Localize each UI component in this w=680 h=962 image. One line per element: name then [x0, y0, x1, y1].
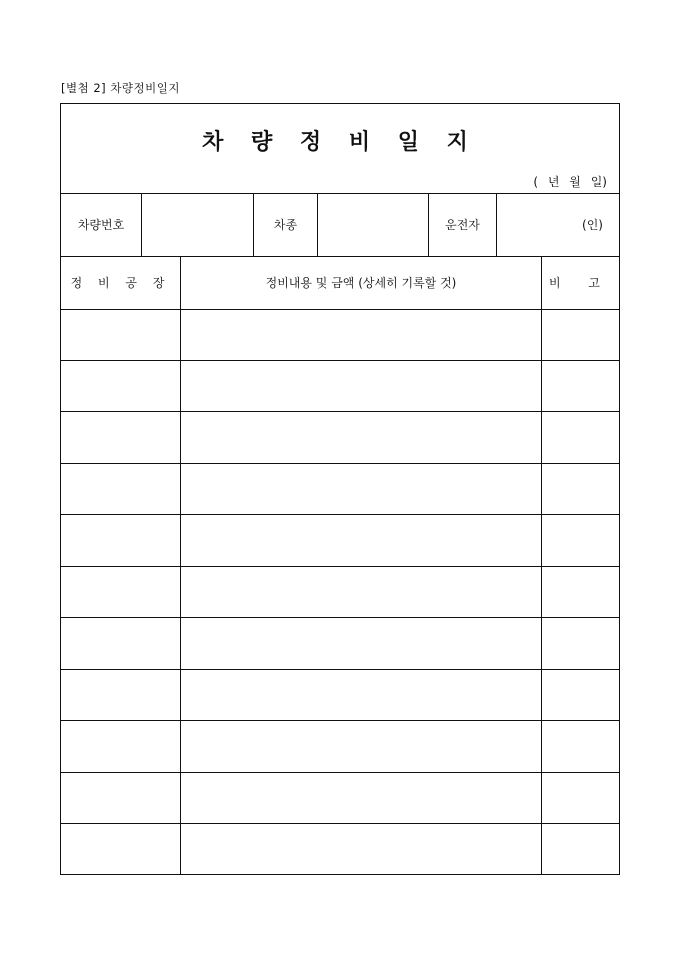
date-line[interactable]: ( 년 월 일): [533, 175, 607, 189]
table-row: [61, 464, 619, 516]
remarks-cell[interactable]: [542, 721, 619, 772]
driver-label: 운전자: [445, 218, 480, 232]
maintenance-log-table: [61, 256, 619, 874]
table-header-row: [61, 256, 619, 310]
details-cell[interactable]: [181, 515, 541, 566]
plate-label: 차량번호: [77, 218, 125, 232]
remarks-cell[interactable]: [542, 567, 619, 618]
driver-seal-field[interactable]: (인): [582, 218, 603, 232]
shop-cell[interactable]: [61, 721, 180, 772]
table-row: [61, 824, 619, 876]
remarks-cell[interactable]: [542, 412, 619, 463]
details-cell[interactable]: [181, 361, 541, 412]
model-field[interactable]: [318, 193, 428, 256]
table-row: [61, 618, 619, 670]
shop-cell[interactable]: [61, 824, 180, 876]
details-cell[interactable]: [181, 464, 541, 515]
shop-cell[interactable]: [61, 773, 180, 824]
remarks-cell[interactable]: [542, 464, 619, 515]
vehicle-info-row: [61, 193, 619, 257]
plate-field[interactable]: [142, 193, 253, 256]
form-title: 차 량 정 비 일 지: [202, 129, 478, 155]
title-block: [61, 104, 619, 194]
remarks-cell[interactable]: [542, 361, 619, 412]
attachment-label: [별첨 2] 차량정비일지: [61, 81, 180, 95]
column-header-remarks: 비 고: [549, 276, 612, 290]
shop-cell[interactable]: [61, 670, 180, 721]
table-row: [61, 361, 619, 413]
model-label: 차종: [273, 218, 298, 232]
shop-cell[interactable]: [61, 309, 180, 360]
table-row: [61, 773, 619, 825]
details-cell[interactable]: [181, 670, 541, 721]
shop-cell[interactable]: [61, 567, 180, 618]
details-cell[interactable]: [181, 773, 541, 824]
table-row: [61, 670, 619, 722]
shop-cell[interactable]: [61, 515, 180, 566]
table-row: [61, 721, 619, 773]
table-row: [61, 412, 619, 464]
maintenance-log-form: [60, 103, 620, 875]
remarks-cell[interactable]: [542, 309, 619, 360]
details-cell[interactable]: [181, 567, 541, 618]
column-header-shop: 정 비 공 장: [70, 276, 171, 290]
table-row: [61, 567, 619, 619]
details-cell[interactable]: [181, 412, 541, 463]
column-header-details: 정비내용 및 금액 (상세히 기록할 것): [265, 276, 457, 290]
remarks-cell[interactable]: [542, 773, 619, 824]
shop-cell[interactable]: [61, 412, 180, 463]
details-cell[interactable]: [181, 824, 541, 876]
shop-cell[interactable]: [61, 464, 180, 515]
remarks-cell[interactable]: [542, 618, 619, 669]
details-cell[interactable]: [181, 721, 541, 772]
table-row: [61, 515, 619, 567]
remarks-cell[interactable]: [542, 824, 619, 876]
table-row: [61, 309, 619, 361]
remarks-cell[interactable]: [542, 670, 619, 721]
shop-cell[interactable]: [61, 361, 180, 412]
details-cell[interactable]: [181, 618, 541, 669]
details-cell[interactable]: [181, 309, 541, 360]
remarks-cell[interactable]: [542, 515, 619, 566]
shop-cell[interactable]: [61, 618, 180, 669]
